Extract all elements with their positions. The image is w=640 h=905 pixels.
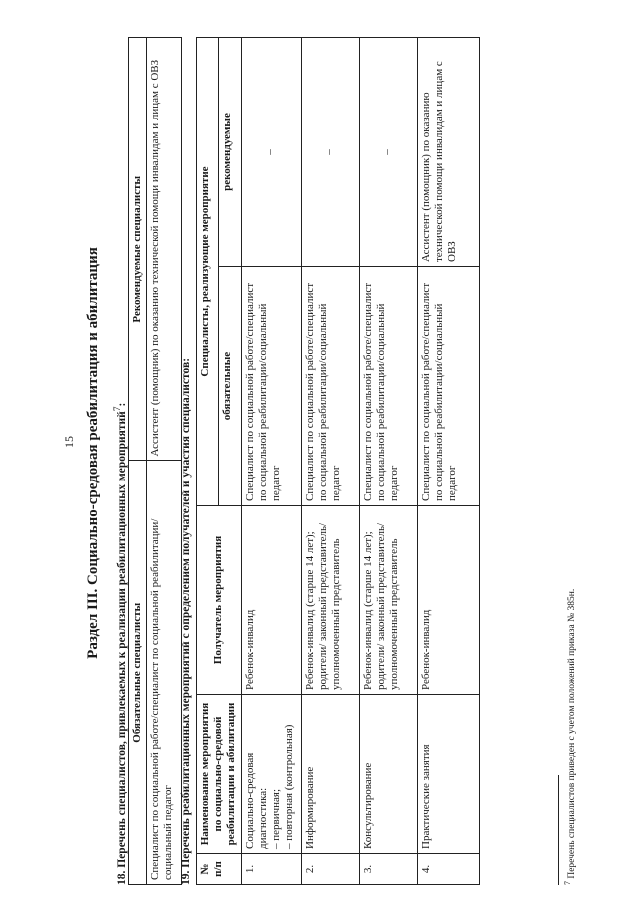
section-title: Раздел III. Социально-средовая реабилитация и абилитация: [85, 247, 101, 659]
table-row: [301, 38, 359, 885]
heading-activities-list: 19. Перечень реабилитационных мероприятий с определением получателей и участия специалистов:: [180, 357, 192, 885]
activity-sub-item: – первичная;: [269, 788, 282, 849]
col-required-specialists: Обязательные специалисты: [129, 461, 147, 885]
row-required: Специалист по социальной работе/специалист по социальной реабилитации/социальный педагог: [359, 267, 417, 506]
heading-18-suffix: :: [115, 402, 128, 407]
col-specialists: Специалисты, реализующие мероприятие: [197, 38, 219, 506]
row-activity-name: Информирование: [301, 695, 359, 854]
row-required: Специалист по социальной работе/специалист по социальной реабилитации/социальный педагог: [417, 267, 479, 506]
row-recommended: –: [241, 38, 301, 267]
table-row: [359, 38, 417, 885]
footnote-mark: 7: [563, 881, 572, 885]
heading-18-text: 18. Перечень специалистов, привлекаемых к реализации реабилитационных мероприятий: [115, 411, 128, 885]
col-required: обязательные: [219, 267, 241, 506]
activity-sub-item: – повторная (контрольная): [283, 724, 296, 849]
recommended-specialists-cell: Ассистент (помощник) по оказанию технической помощи инвалидам и лицам с ОВЗ: [147, 38, 182, 462]
row-number: 4.: [417, 854, 479, 885]
row-number: 1.: [241, 854, 301, 885]
footnote: [563, 589, 579, 885]
row-recipient: Ребенок-инвалид (старше 14 лет); родители/ законный представитель/ уполномоченный представитель: [359, 506, 417, 695]
activity-name-text: Социально-средовая диагностика:: [243, 752, 269, 849]
document-page: [58, 13, 618, 893]
row-required: Специалист по социальной работе/специалист по социальной реабилитации/социальный педагог: [301, 267, 359, 506]
row-recipient: Ребенок-инвалид: [417, 506, 479, 695]
row-required: Специалист по социальной работе/специалист по социальной реабилитации/социальный педагог: [241, 267, 301, 506]
row-recommended: –: [301, 38, 359, 267]
page-number: 15: [62, 436, 76, 448]
col-activity-name: Наименование мероприятия по социально-средовой реабилитации и абилитации: [197, 695, 242, 854]
footnote-divider: [558, 775, 559, 885]
col-recipient: Получатель мероприятия: [197, 506, 242, 695]
footnote-text: Перечень специалистов приведен с учетом положений приказа № 385н.: [567, 588, 578, 879]
row-activity-name: Консультирование: [359, 695, 417, 854]
activities-table: [196, 37, 480, 885]
table-row: [241, 38, 301, 885]
row-recipient: Ребенок-инвалид: [241, 506, 301, 695]
col-recommended: рекомендуемые: [219, 38, 241, 267]
footnote-ref: 7: [112, 406, 123, 412]
row-activity-name: Практические занятия: [417, 695, 479, 854]
row-recommended: –: [359, 38, 417, 267]
col-recommended-specialists: Рекомендуемые специалисты: [129, 38, 147, 462]
row-number: 2.: [301, 854, 359, 885]
required-specialists-cell: Специалист по социальной работе/специалист по социальной реабилитации/социальный педагог: [147, 461, 182, 885]
row-activity-name: [241, 695, 301, 854]
row-recipient: Ребенок-инвалид (старше 14 лет); родители/ законный представитель/ уполномоченный представитель: [301, 506, 359, 695]
heading-specialists-list: [112, 403, 130, 885]
row-recommended: Ассистент (помощник) по оказанию технической помощи инвалидам и лицам с ОВЗ: [417, 38, 479, 267]
col-number: № п/п: [197, 854, 242, 885]
row-number: 3.: [359, 854, 417, 885]
table-row: [417, 38, 479, 885]
specialists-table: [128, 37, 182, 885]
